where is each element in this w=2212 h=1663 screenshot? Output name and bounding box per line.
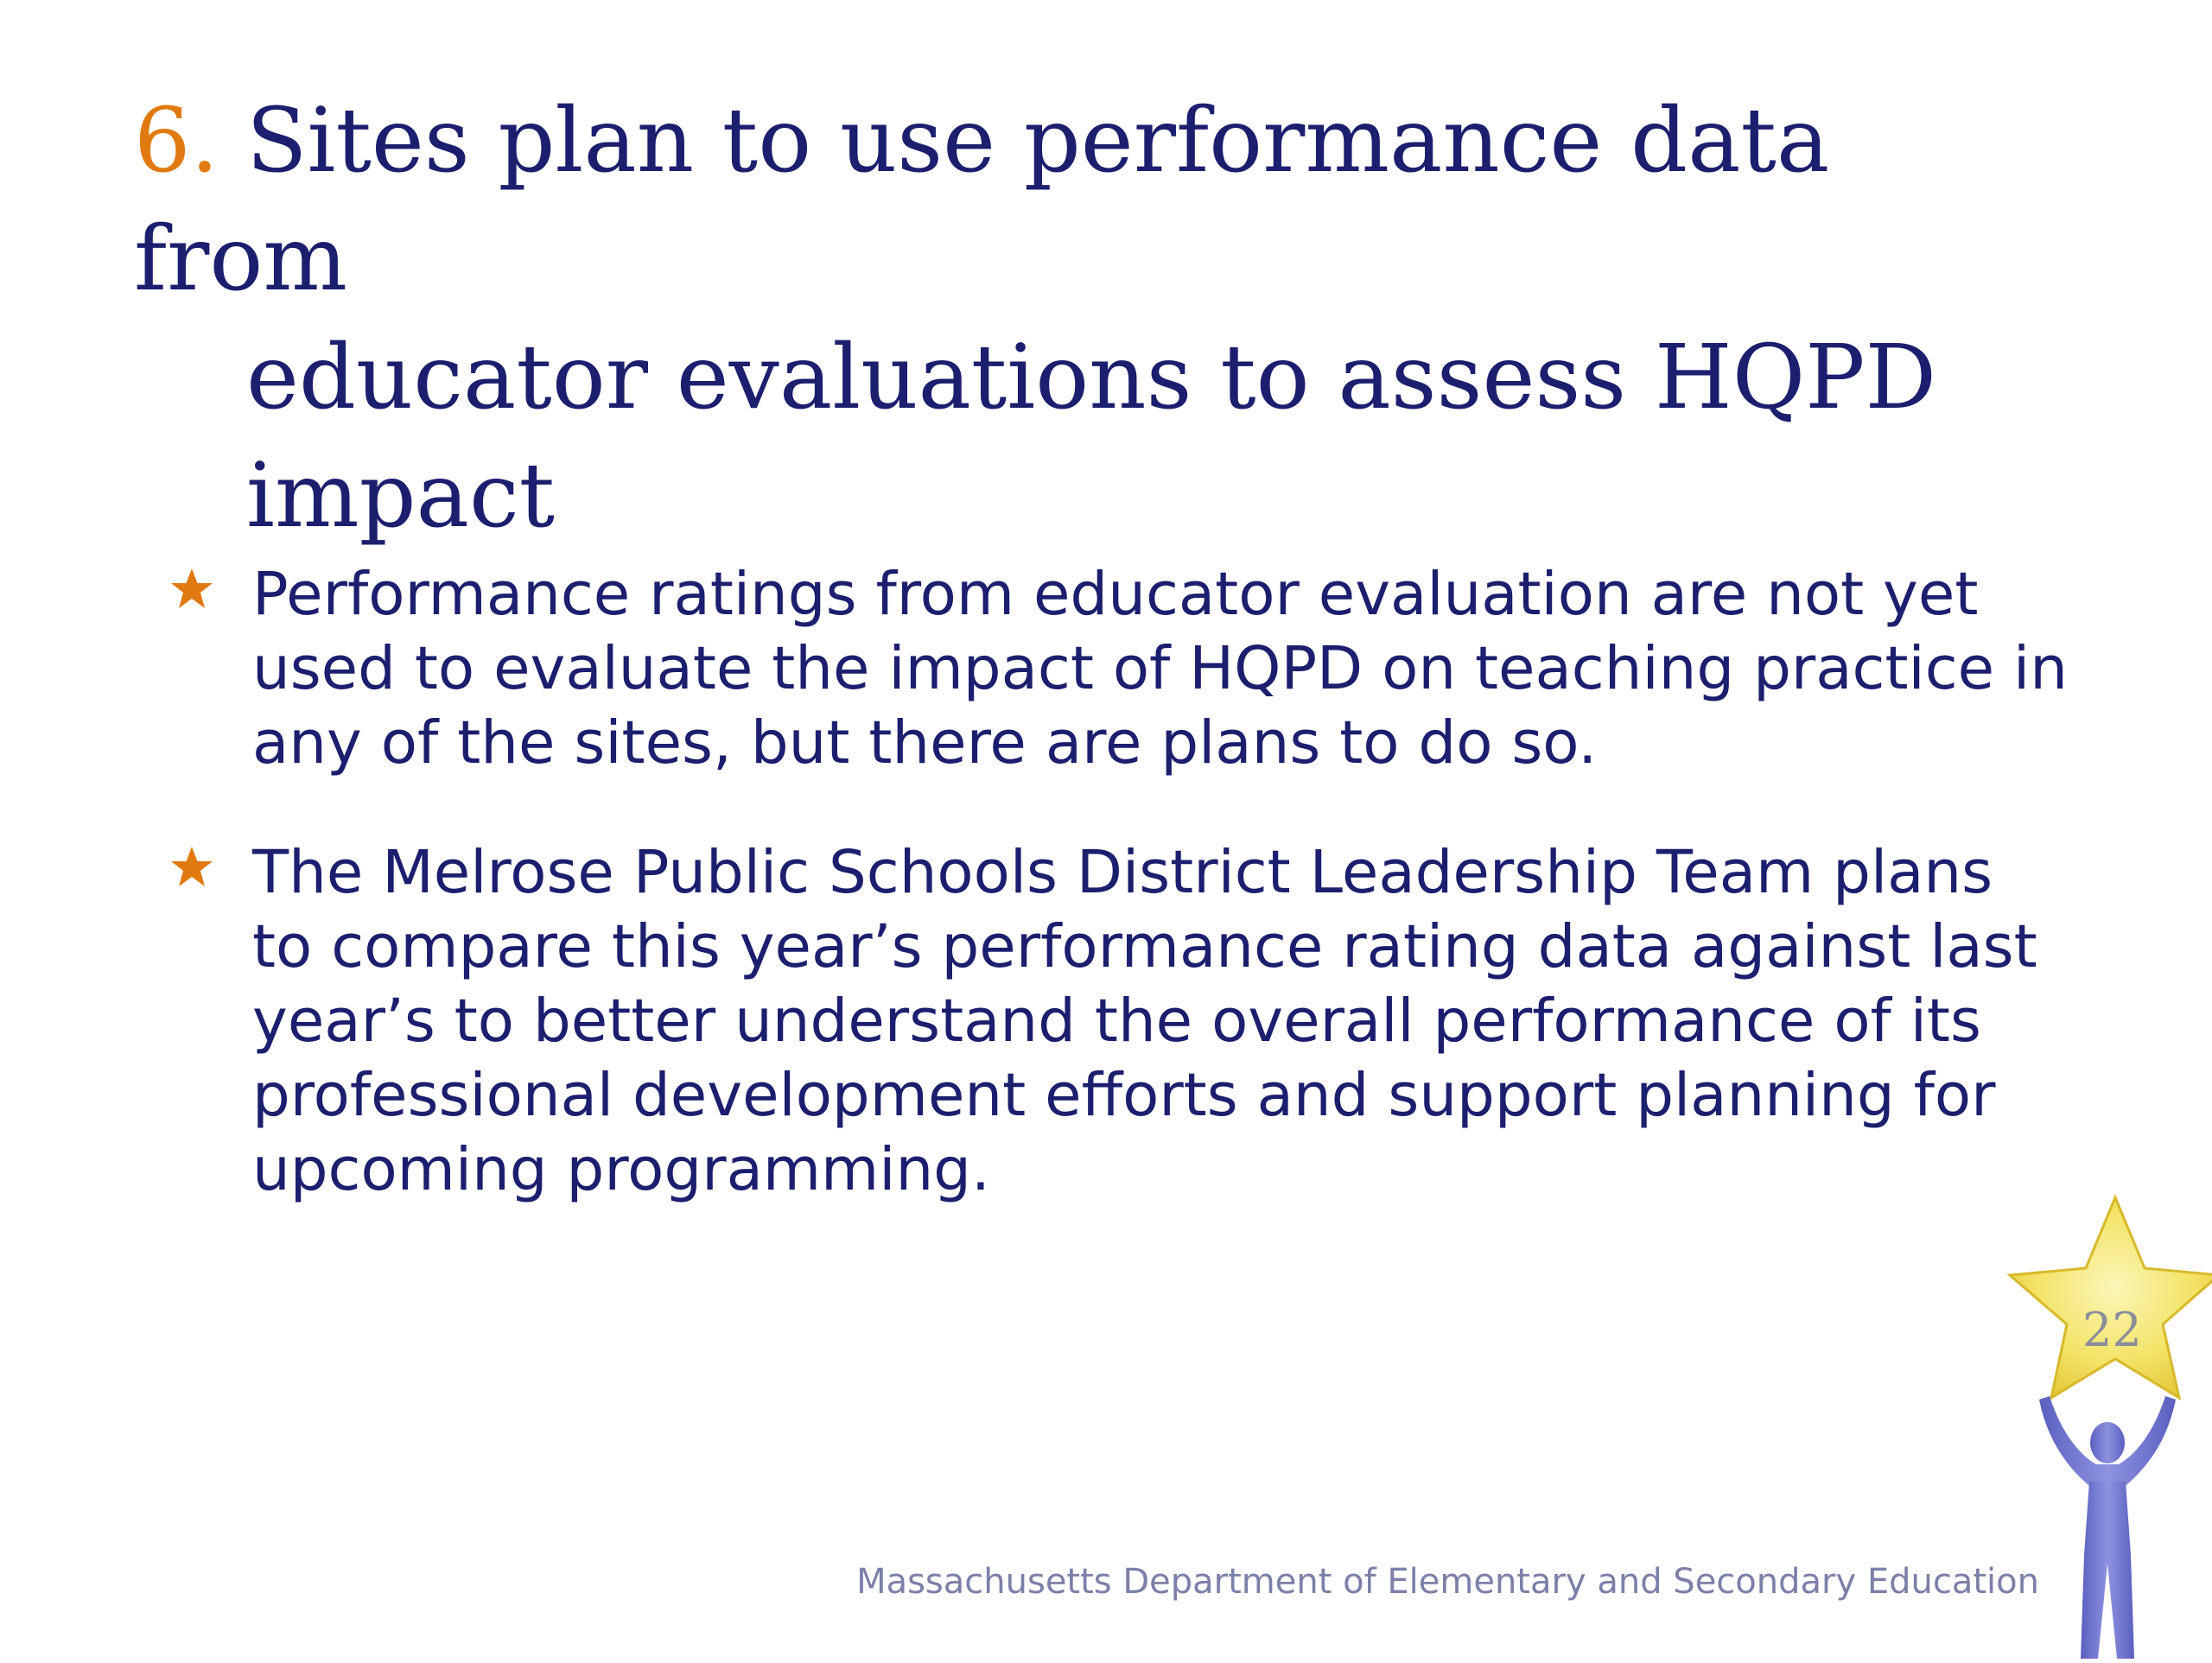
bullet-text: The Melrose Public Schools District Leadership Team plans to compare this year’s performance rating data against last year’s to better understand the overall performance of its professional development efforts and support planning for upcoming programming. [252, 838, 2037, 1204]
title-line-1 [134, 82, 2035, 319]
slide-number: 22 [2082, 1303, 2142, 1357]
bullet-item [168, 835, 2069, 1207]
slide-title [134, 82, 2035, 555]
bullet-item [168, 557, 2069, 780]
title-text-line-2: educator evaluations to assess HQPD [246, 326, 1937, 429]
footer-organization: Massachusetts Department of Elementary and Secondary Education [856, 1562, 2039, 1602]
person-holding-star-icon [1987, 1192, 2212, 1659]
title-text-line-1: Sites plan to use performance data from [134, 89, 1830, 311]
title-number: 6. [134, 89, 219, 193]
bullet-text: Performance ratings from educator evaluation are not yet used to evaluate the impact of HQPD on teaching practice in any of the sites, but there are plans to do so. [252, 560, 2068, 778]
star-icon [168, 566, 215, 613]
title-text-line-3: impact [246, 444, 556, 548]
star-icon [168, 844, 215, 891]
bullet-list [168, 557, 2069, 1262]
